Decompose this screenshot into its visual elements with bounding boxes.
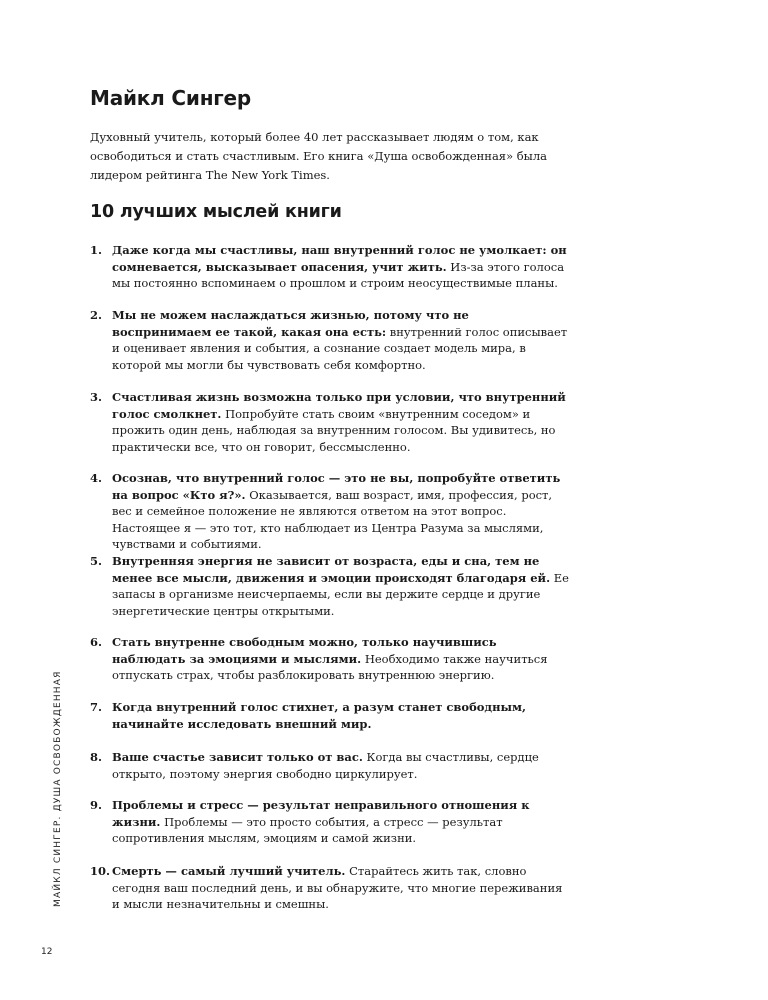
thought-lead: Проблемы и стресс — результат неправильного отношения к жизни. [112, 798, 530, 829]
thought-text: Старайтесь жить так, словно сегодня ваш последний день, и вы обнаружите, что многие переживания и мысли незначительны и смешны. [112, 864, 563, 911]
thought-number: 7. [90, 700, 103, 714]
thought-number: 2. [90, 308, 103, 322]
thought-lead: Ваше счастье зависит только от вас. [112, 750, 363, 764]
thought-lead: Мы не можем наслаждаться жизнью, потому что не воспринимаем ее такой, какая она есть: [112, 308, 469, 339]
thought-number: 5. [90, 554, 103, 568]
author-name: Майкл Сингер [90, 86, 252, 110]
thought-text: внутренний голос описывает и оценивает явления и события, а сознание создает модель мира, в которой мы могли бы чувствовать себя комфортно. [112, 324, 568, 372]
thought-number: 3. [90, 390, 103, 404]
thought-number: 8. [90, 750, 103, 764]
thought-text: Оказывается, ваш возраст, имя, профессия, рост, вес и семейное положение не являются ответом на этот вопрос. Настоящее я — это тот, кто наблюдает из Центра Разума за мыслями, чувствами и событиями. [112, 487, 553, 551]
thought-lead: Стать внутренне свободным можно, только научившись наблюдать за эмоциями и мыслями. [112, 635, 497, 666]
thought-text: Из-за этого голоса мы постоянно вспоминаем о прошлом и строим неосуществимые планы. [112, 259, 565, 290]
thought-lead: Внутренняя энергия не зависит от возраста, еды и сна, тем не менее все мысли, движения и эмоции происходят благодаря ей. [112, 554, 551, 585]
thought-number: 4. [90, 471, 103, 485]
side-running-title: МАЙКЛ СИНГЕР. ДУША ОСВОБОЖДЕННАЯ [53, 670, 63, 907]
thought-text: Проблемы — это просто события, а стресс — результат сопротивления мыслям, эмоциям и самой жизни. [112, 814, 503, 845]
thought-lead: Когда внутренний голос стихнет, а разум станет свободным, начинайте исследовать внешний мир. [112, 700, 527, 731]
thought-number: 9. [90, 798, 103, 812]
thought-text: Ее запасы в организме неисчерпаемы, если вы держите сердце и другие энергетические центры открытыми. [112, 570, 569, 618]
thought-number: 6. [90, 635, 103, 649]
thought-lead: Смерть — самый лучший учитель. [112, 864, 346, 878]
thought-lead: Счастливая жизнь возможна только при условии, что внутренний голос смолкнет. [112, 390, 566, 421]
thought-text: Попробуйте стать своим «внутренним соседом» и прожить один день, наблюдая за внутренним голосом. Вы удивитесь, но практически все, что он говорит, бессмысленно. [112, 406, 556, 454]
thought-text: Необходимо также научиться отпускать страх, чтобы разблокировать внутреннюю энергию. [112, 651, 548, 682]
author-bio: Духовный учитель, который более 40 лет рассказывает людям о том, как освободиться и стать счастливым. Его книга «Душа освобожденная» была лидером рейтинга The New York Times. [90, 130, 547, 182]
page-number: 12 [41, 947, 53, 957]
section-title: 10 лучших мыслей книги [90, 202, 342, 222]
thought-number: 1. [90, 243, 103, 257]
thought-text: Когда вы счастливы, сердце открыто, поэтому энергия свободно циркулирует. [112, 750, 539, 781]
thought-lead: Даже когда мы счастливы, наш внутренний голос не умолкает: он сомневается, высказывает опасения, учит жить. [112, 243, 567, 274]
thought-lead: Осознав, что внутренний голос — это не вы, попробуйте ответить на вопрос «Кто я?». [112, 471, 561, 502]
thought-number: 10. [90, 864, 111, 878]
